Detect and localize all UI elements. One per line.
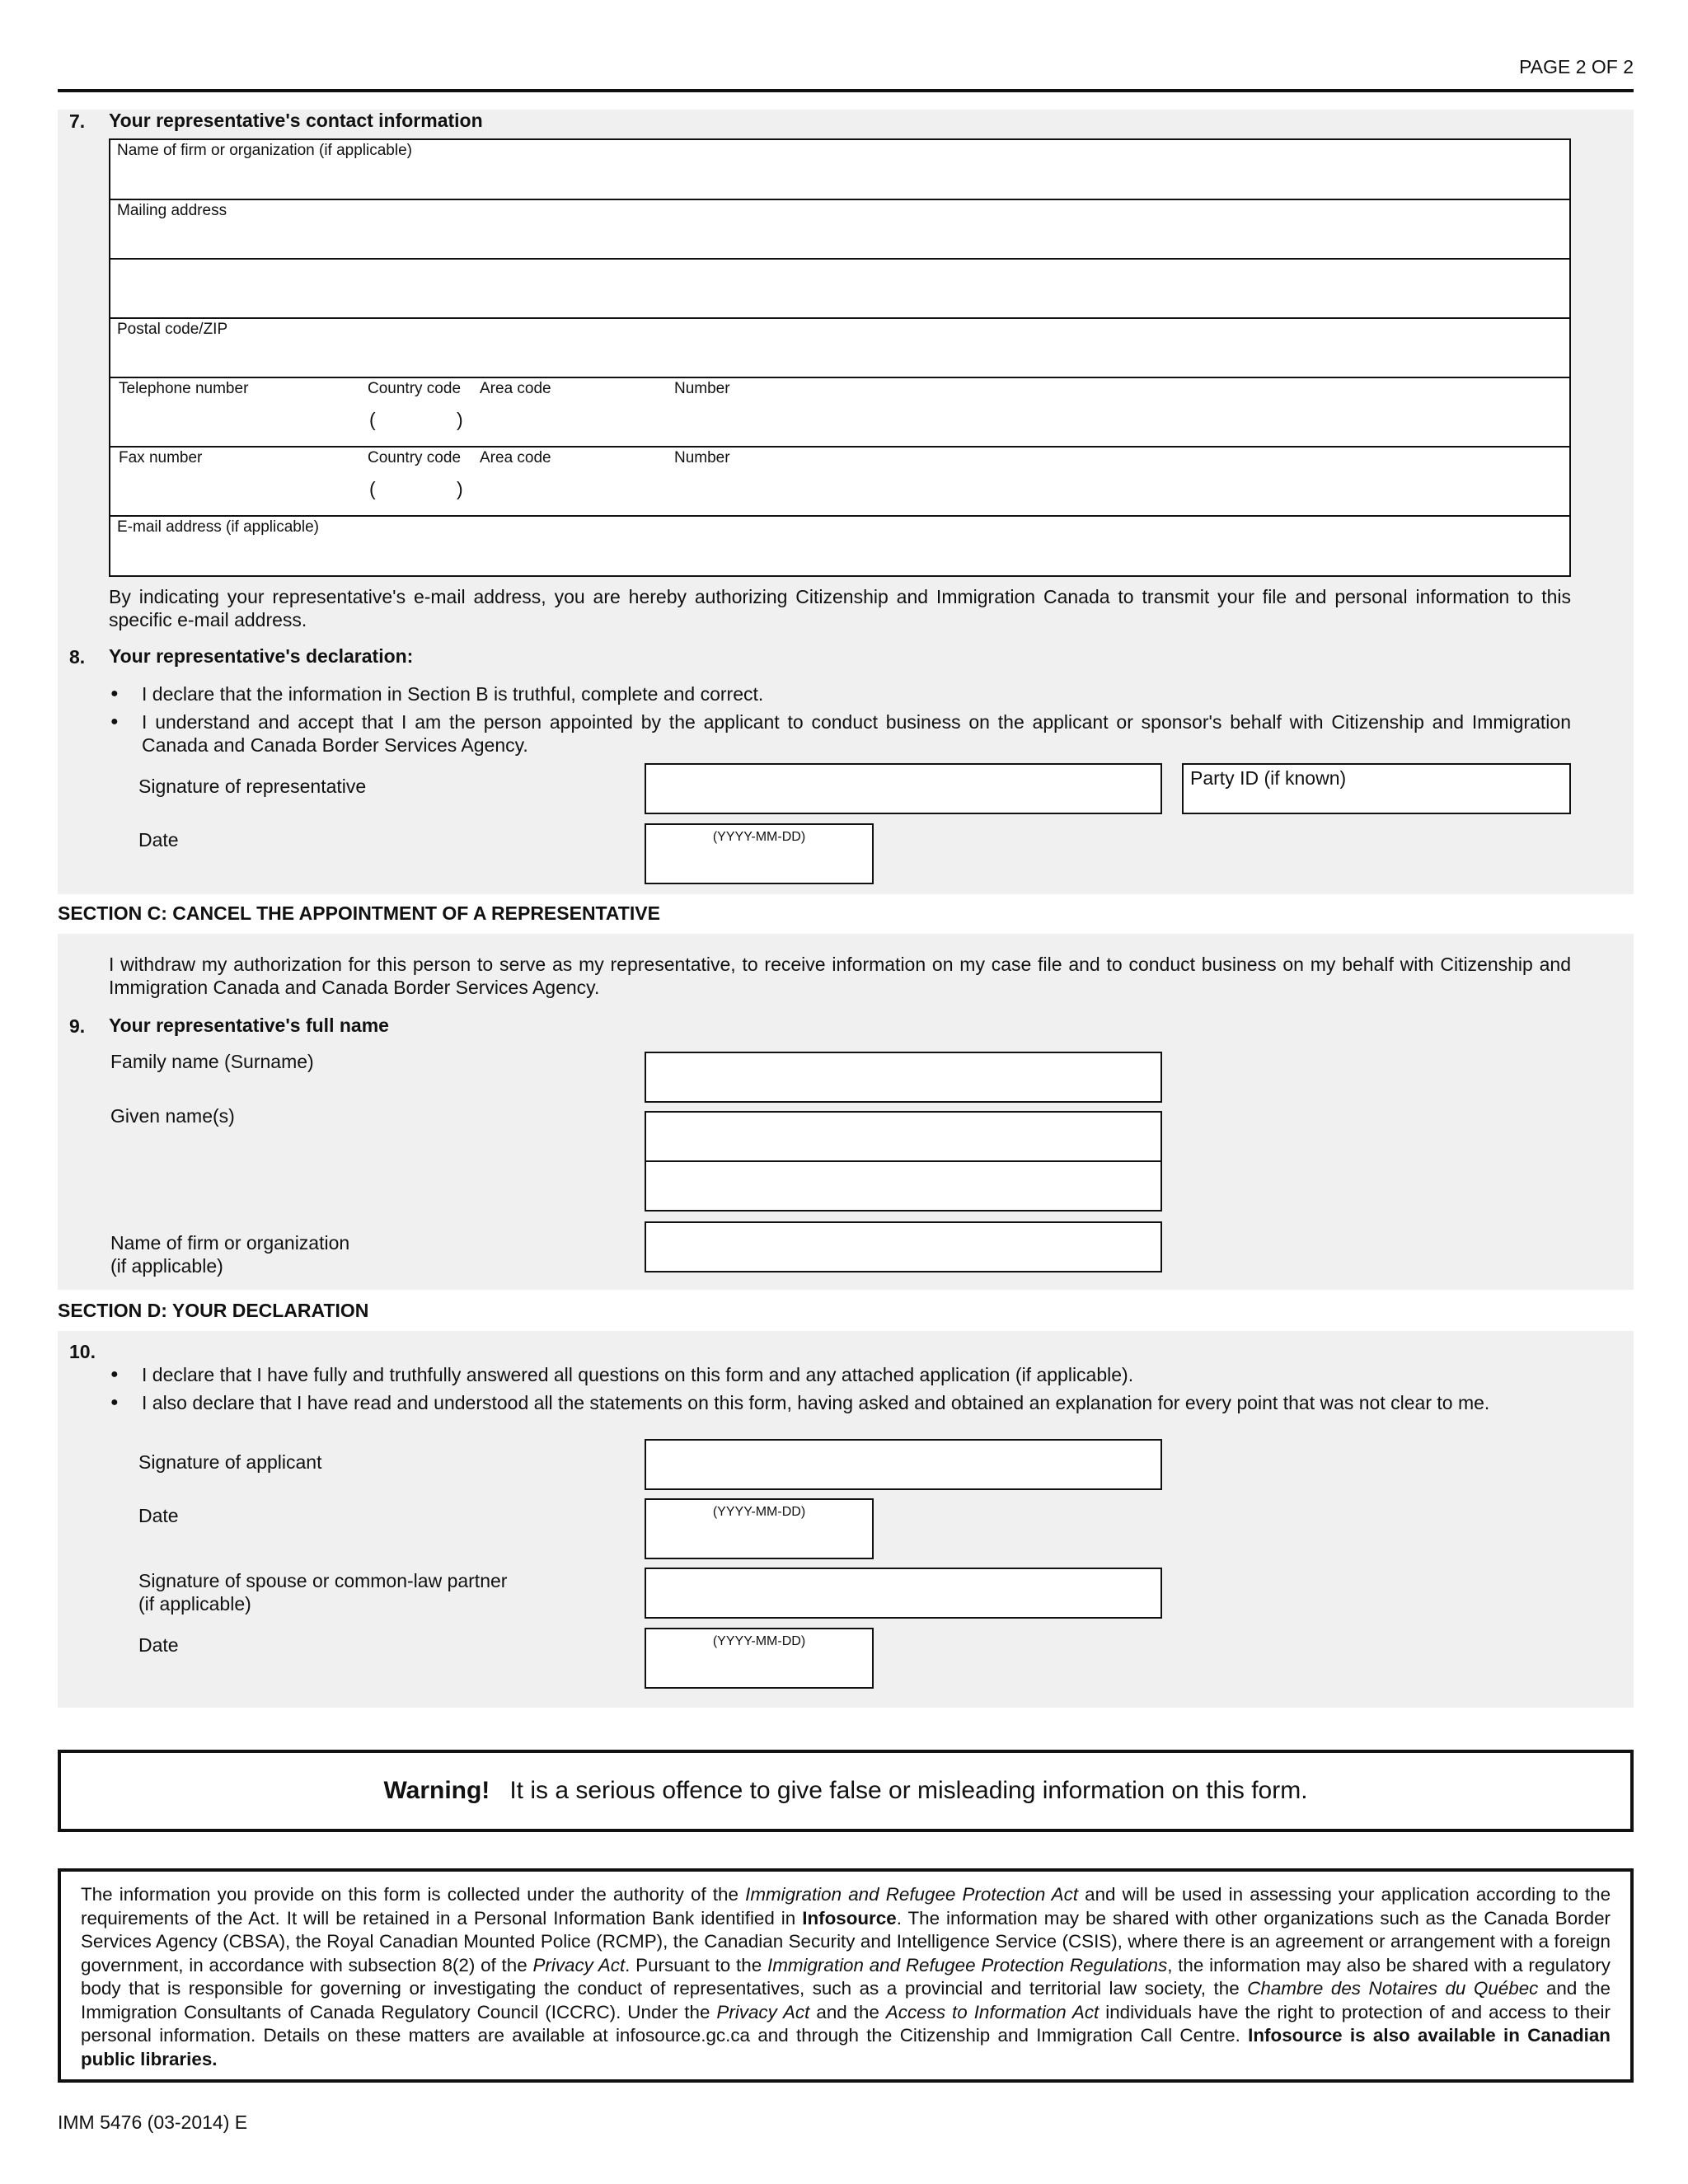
- privacy-notice: [58, 1868, 1634, 2083]
- q7-number: 7.: [69, 110, 86, 132]
- q10-declaration-list: [109, 1363, 1571, 1419]
- rep-date-hint: (YYYY-MM-DD): [712, 830, 806, 844]
- warning-title: Warning!: [383, 1777, 490, 1804]
- privacy-regulations: Immigration and Refugee Protection Regulations: [767, 1954, 1168, 1975]
- spouse-date-field[interactable]: [645, 1628, 874, 1689]
- fax-paren-close: ): [457, 478, 463, 499]
- privacy-text-5: , the information may also be shared with a regulatory body that is responsible for governing or investigating the conduct of representatives, such as a provincial and territorial law society, the: [81, 1954, 1611, 1999]
- rep-date-label: Date: [138, 829, 179, 851]
- fax-paren-open: (: [369, 478, 376, 499]
- applicant-signature-label: Signature of applicant: [138, 1451, 322, 1473]
- given-name-label: Given name(s): [110, 1105, 235, 1127]
- fax-field[interactable]: [110, 448, 1569, 517]
- q8-number: 8.: [69, 646, 86, 668]
- contact-info-table: [109, 138, 1571, 577]
- rep-signature-label: Signature of representative: [138, 776, 367, 797]
- email-authorization-note: By indicating your representative's e-mail address, you are hereby authorizing Citizenship and Immigration Canada to transmit your file and personal information to this specific e-mail address.: [109, 586, 1571, 630]
- privacy-infosource: Infosource: [802, 1907, 897, 1929]
- email-field[interactable]: [110, 517, 1569, 577]
- page-number: PAGE 2 OF 2: [1519, 56, 1634, 77]
- privacy-text-3: . The information may be shared with other organizations such as the Canada Border Services Agency (CBSA), the Royal Canadian Mounted Police (RCMP), the Canadian Security and Intelligence Service (CSIS), where there is an agreement or arrangement with a foreign government, in accordance with subsection 8(2) of the: [81, 1907, 1611, 1975]
- firm-name-label: Name of firm or organization (if applicable): [117, 142, 412, 159]
- applicant-date-field[interactable]: [645, 1498, 874, 1559]
- q9-number: 9.: [69, 1015, 86, 1037]
- q7-title: Your representative's contact information: [109, 110, 483, 131]
- spouse-signature-label-2: (if applicable): [138, 1593, 251, 1615]
- spouse-date-hint: (YYYY-MM-DD): [712, 1634, 806, 1648]
- mailing-address-label: Mailing address: [117, 202, 227, 219]
- privacy-text-8: individuals have the right to protection of and access to their personal information. Details on these matters are available at infosource.gc.ca and through the Citizenship and Immigration Call Centre.: [81, 2001, 1611, 2046]
- cancel-firm-field[interactable]: [645, 1221, 1162, 1272]
- applicant-signature-field[interactable]: [645, 1439, 1162, 1490]
- rep-signature-field[interactable]: [645, 763, 1162, 814]
- cancel-firm-label-2: (if applicable): [110, 1255, 223, 1277]
- privacy-closing: Infosource is also available in Canadian public libraries.: [81, 2025, 1611, 2069]
- privacy-text-6: and the Immigration Consultants of Canada Regulatory Council (ICCRC). Under the: [81, 1978, 1611, 2022]
- q10-bullet-2: ● I also declare that I have read and understood all the statements on this form, having asked and obtained an explanation for every point that was not clear to me.: [109, 1391, 1571, 1414]
- postal-code-label: Postal code/ZIP: [117, 321, 228, 338]
- warning-text: It is a serious offence to give false or misleading information on this form.: [509, 1777, 1308, 1804]
- section-c-title: SECTION C: CANCEL THE APPOINTMENT OF A REPRESENTATIVE: [58, 902, 660, 924]
- firm-name-field[interactable]: [110, 140, 1569, 200]
- privacy-privacy-act-2: Privacy Act: [716, 2001, 810, 2022]
- family-name-field[interactable]: [645, 1052, 1162, 1103]
- top-divider: [58, 89, 1634, 92]
- fax-number-label: Number: [674, 449, 730, 466]
- spouse-date-label: Date: [138, 1634, 179, 1656]
- q9-title: Your representative's full name: [109, 1015, 389, 1036]
- fax-country-code-label: Country code: [368, 449, 462, 466]
- fax-area-code-label: Area code: [480, 449, 551, 466]
- spouse-signature-field[interactable]: [645, 1568, 1162, 1619]
- q10-number: 10.: [69, 1341, 96, 1362]
- applicant-date-hint: (YYYY-MM-DD): [712, 1505, 806, 1519]
- privacy-irpa: Immigration and Refugee Protection Act: [745, 1884, 1078, 1905]
- withdraw-statement: I withdraw my authorization for this person to serve as my representative, to receive information on my case file and to conduct business on my behalf with Citizenship and Immigration Canada and Canada Border Services Agency.: [109, 954, 1571, 998]
- q8-declaration-list: [109, 682, 1571, 762]
- privacy-text-1: The information you provide on this form is collected under the authority of the: [81, 1884, 746, 1905]
- privacy-chambre: Chambre des Notaires du Québec: [1247, 1978, 1539, 1999]
- spouse-signature-label-1: Signature of spouse or common-law partner: [138, 1570, 508, 1591]
- warning-box: [58, 1750, 1634, 1832]
- party-id-field[interactable]: [1182, 763, 1571, 814]
- privacy-text-4: . Pursuant to the: [625, 1954, 767, 1975]
- tel-paren-close: ): [457, 409, 463, 430]
- telephone-label: Telephone number: [119, 380, 249, 397]
- postal-code-field[interactable]: [110, 319, 1569, 378]
- tel-paren-open: (: [369, 409, 376, 430]
- given-name-field-1[interactable]: [645, 1111, 1162, 1162]
- tel-number-label: Number: [674, 380, 730, 397]
- privacy-text-2: and will be used in assessing your application according to the requirements of the Act. It will be retained in a Personal Information Bank identified in: [81, 1884, 1611, 1929]
- q10-bullet-1: ● I declare that I have fully and truthfully answered all questions on this form and any attached application (if applicable).: [109, 1363, 1571, 1386]
- privacy-ati-act: Access to Information Act: [885, 2001, 1100, 2022]
- form-code: IMM 5476 (03-2014) E: [58, 2111, 248, 2133]
- given-name-field-2[interactable]: [645, 1160, 1162, 1212]
- privacy-text-7: and the: [809, 2001, 886, 2022]
- privacy-privacy-act: Privacy Act: [532, 1954, 626, 1975]
- rep-date-field[interactable]: [645, 823, 874, 884]
- q8-bullet-2: ● I understand and accept that I am the person appointed by the applicant to conduct business on the applicant or sponsor's behalf with Citizenship and Immigration Canada and Canada Border Services Agency.: [109, 710, 1571, 757]
- tel-area-code-label: Area code: [480, 380, 551, 397]
- telephone-field[interactable]: [110, 378, 1569, 448]
- tel-country-code-label: Country code: [368, 380, 462, 397]
- fax-label: Fax number: [119, 449, 203, 466]
- email-label: E-mail address (if applicable): [117, 518, 319, 536]
- party-id-label: Party ID (if known): [1190, 767, 1347, 789]
- section-d-title: SECTION D: YOUR DECLARATION: [58, 1300, 369, 1321]
- mailing-address-field[interactable]: [110, 200, 1569, 260]
- q8-bullet-1: ● I declare that the information in Section B is truthful, complete and correct.: [109, 682, 1571, 705]
- family-name-label: Family name (Surname): [110, 1051, 314, 1072]
- mailing-address-line2-field[interactable]: [110, 260, 1569, 319]
- cancel-firm-label-1: Name of firm or organization: [110, 1232, 350, 1254]
- q8-title: Your representative's declaration:: [109, 645, 414, 667]
- applicant-date-label: Date: [138, 1505, 179, 1526]
